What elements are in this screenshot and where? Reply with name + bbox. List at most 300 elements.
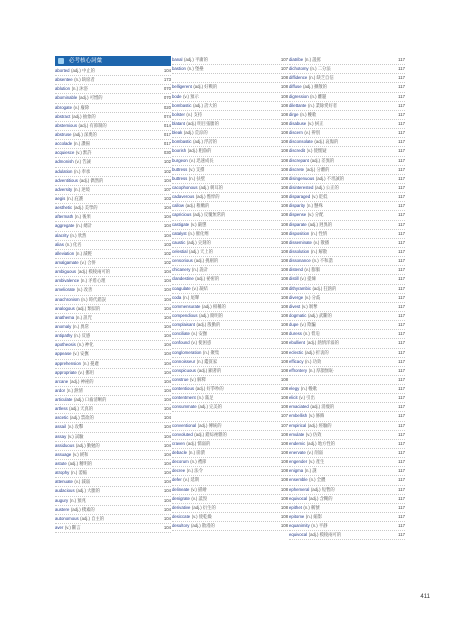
entry-word: bombastic bbox=[172, 139, 192, 145]
glossary-entry bbox=[55, 204, 171, 213]
entry-meaning: (v.) 廢除 bbox=[73, 104, 90, 110]
entry-word: catalyst bbox=[172, 230, 187, 236]
entry-word: aegis bbox=[55, 195, 66, 201]
glossary-entry bbox=[289, 376, 405, 385]
glossary-entry bbox=[55, 414, 171, 423]
entry-page: 108 bbox=[280, 468, 288, 474]
entry-page: 117 bbox=[398, 166, 405, 172]
entry-word: ensemble bbox=[289, 477, 308, 483]
entry-meaning: (adj.) 樸素的 bbox=[70, 506, 95, 512]
entry-word: acquiesce bbox=[55, 150, 75, 156]
entry-page: 117 bbox=[398, 404, 405, 410]
entry-page: 108 bbox=[280, 376, 288, 382]
entry-meaning: (adj.) 禁欲的 bbox=[69, 415, 94, 421]
glossary-entry bbox=[172, 266, 288, 275]
entry-meaning: (n.) 平靜 bbox=[311, 523, 328, 529]
entry-page: 104 bbox=[163, 351, 171, 357]
entry-page: 108 bbox=[280, 477, 288, 483]
entry-word: anomaly bbox=[55, 323, 72, 329]
entry-meaning: (n.) 減輕 bbox=[75, 250, 92, 256]
entry-word: dogmatic bbox=[289, 312, 307, 318]
entry-meaning: (v.) 削弱 bbox=[307, 450, 323, 456]
glossary-entry bbox=[55, 360, 171, 369]
entry-page: 108 bbox=[280, 157, 288, 163]
entry-page: 108 bbox=[280, 84, 288, 90]
entry-page: 108 bbox=[280, 111, 288, 117]
entry-word: ascetic bbox=[55, 415, 69, 421]
entry-word: aborted bbox=[55, 68, 70, 73]
glossary-entry bbox=[172, 56, 288, 65]
entry-word: dilettante bbox=[289, 102, 307, 108]
entry-page: 108 bbox=[280, 395, 288, 401]
glossary-entry bbox=[172, 440, 288, 449]
entry-page: 117 bbox=[398, 440, 405, 446]
entry-meaning: (n.) 後果 bbox=[74, 214, 91, 220]
entry-meaning: (adj.) 武斷的 bbox=[307, 312, 332, 318]
entry-word: epithet bbox=[289, 504, 302, 510]
entry-word: conventional bbox=[172, 422, 197, 428]
glossary-entry bbox=[172, 458, 288, 467]
entry-page: 117 bbox=[398, 312, 405, 318]
section-header bbox=[55, 56, 171, 66]
entry-page: 117 bbox=[398, 422, 405, 428]
entry-page: 104 bbox=[163, 387, 171, 393]
entry-page: 107 bbox=[163, 186, 171, 192]
entry-page: 117 bbox=[398, 477, 405, 483]
glossary-entry bbox=[172, 157, 288, 166]
entry-meaning: (v.) 散播 bbox=[313, 239, 330, 245]
entry-word: disabuse bbox=[289, 120, 307, 126]
entry-meaning: (n.) 離題 bbox=[310, 93, 327, 99]
entry-word: assiduous bbox=[55, 442, 75, 448]
entry-meaning: (n.) 總計 bbox=[75, 223, 93, 229]
entry-word: abrogate bbox=[55, 104, 72, 110]
entry-meaning: (n.) 輓歌 bbox=[300, 386, 318, 392]
entry-page: 173 bbox=[163, 77, 171, 83]
entry-meaning: (adj.) 神祕的 bbox=[69, 378, 94, 384]
entry-page: 117 bbox=[398, 459, 405, 465]
entry-meaning: (adj.) 分離的 bbox=[305, 166, 330, 172]
entry-meaning: (n.) 崩潰 bbox=[188, 450, 205, 456]
glossary-entry bbox=[55, 286, 171, 295]
glossary-entry bbox=[172, 184, 288, 193]
entry-page: 117 bbox=[398, 486, 405, 492]
entry-page: 104 bbox=[163, 232, 171, 238]
entry-meaning: (adj.) 消瘦的 bbox=[310, 404, 335, 410]
section-header-icon bbox=[58, 58, 64, 64]
entry-meaning: (adj.) 中止的 bbox=[71, 68, 95, 73]
glossary-entry bbox=[289, 321, 405, 330]
glossary-entry bbox=[289, 449, 405, 458]
entry-word: blatant bbox=[172, 120, 185, 126]
entry-page: 070 bbox=[163, 86, 171, 92]
entry-page: 117 bbox=[398, 303, 405, 309]
glossary-entry bbox=[172, 321, 288, 330]
glossary-entry bbox=[289, 522, 405, 531]
entry-word: enigma bbox=[289, 468, 304, 474]
glossary-entry bbox=[289, 166, 405, 175]
entry-word: abstruse bbox=[55, 131, 72, 137]
entry-word: clandestine bbox=[172, 276, 194, 282]
entry-meaning: (adj.) 浮誇的 bbox=[193, 139, 217, 145]
entry-word: artless bbox=[55, 406, 68, 412]
entry-page: 108 bbox=[280, 194, 288, 200]
entry-page: 014 bbox=[163, 122, 171, 128]
glossary-entry bbox=[55, 323, 171, 332]
entry-meaning: (n.) 尾聲 bbox=[182, 294, 200, 300]
entry-word: autonomous bbox=[55, 515, 79, 521]
entry-page: 107 bbox=[280, 422, 288, 428]
entry-word: equivocal bbox=[289, 495, 308, 501]
entry-meaning: (adj.) 明目張膽的 bbox=[186, 120, 219, 126]
entry-meaning: (n.) 聚集 bbox=[202, 349, 220, 355]
entry-meaning: (adj.) 有節制的 bbox=[78, 122, 107, 128]
entry-page: 108 bbox=[280, 303, 288, 309]
glossary-entry bbox=[55, 341, 171, 350]
entry-page: 117 bbox=[398, 93, 405, 99]
entry-page: 104 bbox=[163, 479, 171, 485]
entry-word: contentment bbox=[172, 395, 196, 401]
glossary-entry bbox=[55, 524, 171, 533]
glossary-entry bbox=[172, 257, 288, 266]
entry-page: 117 bbox=[398, 450, 405, 456]
glossary-entry bbox=[289, 294, 405, 303]
glossary-entry bbox=[289, 83, 405, 92]
glossary-entry bbox=[289, 275, 405, 284]
entry-meaning: (v.) 分配 bbox=[307, 212, 324, 218]
entry-page: 108 bbox=[280, 175, 288, 181]
entry-word: emaciated bbox=[289, 404, 309, 410]
entry-word: disposition bbox=[289, 230, 310, 236]
entry-page: 104 bbox=[163, 278, 171, 284]
entry-meaning: (n.) 時代錯誤 bbox=[81, 296, 106, 302]
entry-page: 104 bbox=[163, 333, 171, 339]
entry-page: 104 bbox=[163, 433, 171, 439]
entry-page: 104 bbox=[163, 442, 171, 448]
entry-page: 117 bbox=[398, 358, 405, 364]
entry-page: 117 bbox=[398, 367, 405, 373]
entry-meaning: (v.) 貶低 bbox=[311, 194, 328, 200]
glossary-entry bbox=[55, 506, 171, 515]
entry-meaning: (v.) 支撐 bbox=[188, 166, 205, 172]
glossary-entry bbox=[55, 396, 171, 405]
entry-meaning: (adj.) 傳統的 bbox=[197, 422, 222, 428]
entry-word: audacious bbox=[55, 488, 75, 494]
entry-page: 108 bbox=[280, 75, 288, 81]
glossary-entry bbox=[172, 138, 288, 147]
entry-word: construe bbox=[172, 376, 189, 382]
glossary-entry bbox=[172, 412, 288, 421]
glossary-entry bbox=[55, 387, 171, 396]
entry-word: ephemeral bbox=[289, 486, 310, 492]
entry-meaning: (v.) 剝奪 bbox=[301, 303, 318, 309]
glossary-entry bbox=[55, 213, 171, 222]
entry-meaning: (v.) 預示 bbox=[183, 93, 199, 99]
glossary-entry bbox=[55, 94, 171, 103]
entry-page: 108 bbox=[280, 322, 288, 328]
entry-word: discrepant bbox=[289, 157, 309, 163]
entry-page: 108 bbox=[280, 523, 288, 529]
entry-meaning: (v.) 提煉 bbox=[300, 276, 316, 282]
glossary-entry bbox=[289, 431, 405, 440]
entry-meaning: (adj.) 誇大的 bbox=[193, 102, 217, 108]
entry-word: discrete bbox=[289, 166, 305, 172]
entry-page: 117 bbox=[398, 349, 405, 355]
entry-word: dichotomy bbox=[289, 66, 309, 72]
glossary-entry bbox=[289, 467, 405, 476]
entry-meaning bbox=[291, 376, 397, 384]
entry-word: diatribe bbox=[289, 57, 304, 62]
entry-meaning: (adj.) 反覆無常的 bbox=[192, 212, 226, 218]
entry-page: 108 bbox=[280, 340, 288, 346]
entry-page: 104 bbox=[163, 342, 171, 348]
entry-meaning: (n.) 扶壁 bbox=[188, 175, 206, 181]
glossary-entry bbox=[55, 122, 171, 131]
entry-page: 117 bbox=[398, 194, 405, 200]
entry-page: 117 bbox=[398, 413, 405, 419]
glossary-entry bbox=[289, 202, 405, 211]
entry-page: 017 bbox=[163, 131, 171, 137]
entry-word: disingenuous bbox=[289, 175, 315, 181]
entry-page: 108 bbox=[280, 102, 288, 108]
entry-meaning: (n.) 鑑賞家 bbox=[196, 358, 218, 364]
glossary-entry bbox=[172, 303, 288, 312]
entry-page: 117 bbox=[398, 431, 405, 437]
entry-meaning: (adj.) 地方性的 bbox=[306, 440, 335, 446]
entry-word: admonish bbox=[55, 159, 74, 165]
entry-meaning: (v.) 仿效 bbox=[305, 431, 322, 437]
glossary-entry bbox=[55, 350, 171, 359]
entry-word: alacrity bbox=[55, 232, 69, 238]
glossary-entry bbox=[289, 486, 405, 495]
entry-meaning: (adj.) 熱情洋溢的 bbox=[306, 340, 339, 346]
glossary-entry bbox=[55, 259, 171, 268]
entry-meaning: (n.) 功效 bbox=[305, 358, 322, 364]
entry-meaning: (adj.) 含糊的 bbox=[308, 495, 333, 501]
entry-word: buttress bbox=[172, 166, 188, 172]
entry-page: 104 bbox=[163, 177, 171, 183]
entry-word: bastion bbox=[172, 66, 186, 72]
glossary-entry bbox=[172, 193, 288, 202]
entry-word: conciliate bbox=[172, 331, 190, 337]
entry-word: belligerent bbox=[172, 84, 192, 90]
entry-word: astute bbox=[55, 461, 67, 467]
entry-page: 108 bbox=[280, 440, 288, 446]
glossary-entry bbox=[55, 67, 171, 76]
glossary-entry bbox=[55, 378, 171, 387]
entry-word: censorious bbox=[172, 258, 193, 264]
entry-page: 117 bbox=[398, 84, 405, 90]
entry-word: divest bbox=[289, 303, 301, 309]
glossary-entry bbox=[289, 239, 405, 248]
entry-list bbox=[172, 56, 288, 531]
entry-word: duress bbox=[289, 331, 302, 337]
entry-page: 104 bbox=[163, 406, 171, 412]
entry-word: efficacy bbox=[289, 358, 304, 364]
entry-word: conglomeration bbox=[172, 349, 202, 355]
entry-page: 117 bbox=[398, 184, 405, 190]
entry-meaning: (n.) 欣然 bbox=[70, 232, 87, 238]
page-number: 411 bbox=[420, 594, 430, 600]
glossary-entry bbox=[289, 157, 405, 166]
entry-page: 108 bbox=[280, 450, 288, 456]
entry-meaning: (v.) 延期 bbox=[183, 477, 199, 483]
entry-meaning: (adj.) 天真的 bbox=[69, 406, 94, 412]
entry-word: coagulate bbox=[172, 285, 191, 291]
entry-page: 117 bbox=[398, 532, 405, 538]
entry-meaning: (adj.) 勤勉的 bbox=[75, 442, 100, 448]
entry-meaning: (adj.) 粗魯的 bbox=[187, 148, 212, 154]
section-header-title: 必考核心詞彙 bbox=[69, 58, 103, 64]
entry-word: boorish bbox=[172, 148, 187, 154]
entry-page: 103 bbox=[163, 195, 171, 201]
entry-page: 117 bbox=[398, 66, 405, 72]
glossary-entry bbox=[172, 93, 288, 102]
entry-meaning: (v.) 告誡 bbox=[75, 159, 91, 165]
entry-meaning: (adj.) 公正的 bbox=[314, 184, 339, 190]
entry-word: ameliorate bbox=[55, 287, 76, 293]
glossary-entry bbox=[289, 111, 405, 120]
entry-meaning: (v.) 安撫 bbox=[73, 351, 89, 357]
entry-meaning: (n.) 萎縮 bbox=[70, 470, 88, 476]
entry-word: amalgamate bbox=[55, 259, 79, 265]
entry-meaning: (n.) 矛盾心理 bbox=[80, 278, 106, 284]
entry-page: 020 bbox=[163, 104, 171, 110]
entry-meaning: (n.) 謾罵 bbox=[304, 57, 321, 62]
entry-word: caustic bbox=[172, 239, 186, 245]
entry-word: ambivalence bbox=[55, 278, 80, 284]
entry-meaning: (n.) 奉承 bbox=[73, 168, 91, 174]
glossary-entry bbox=[172, 522, 288, 531]
entry-meaning: (v.) 挪用 bbox=[78, 369, 94, 375]
entry-page: 108 bbox=[280, 203, 288, 209]
entry-page: 108 bbox=[280, 148, 288, 154]
entry-page: 117 bbox=[398, 102, 405, 108]
entry-meaning: (v.) 修飾 bbox=[308, 413, 325, 419]
entry-page: 108 bbox=[280, 267, 288, 273]
entry-meaning: (v.) 辨別 bbox=[304, 130, 321, 136]
entry-page: 108 bbox=[280, 367, 288, 373]
entry-meaning: (adj.) 折衷的 bbox=[304, 349, 329, 355]
glossary-entry bbox=[289, 495, 405, 504]
entry-page: 104 bbox=[163, 369, 171, 375]
entry-meaning: (adj.) 平庸的 bbox=[184, 57, 208, 62]
entry-word: equivocal bbox=[289, 532, 308, 538]
entry-word: callow bbox=[172, 203, 184, 209]
glossary-entry bbox=[55, 140, 171, 149]
entry-meaning: (n.) 詛咒 bbox=[75, 314, 92, 320]
glossary-entry bbox=[172, 120, 288, 129]
entry-meaning: (adj.) 抽象的 bbox=[71, 113, 96, 119]
entry-page: 117 bbox=[398, 157, 405, 163]
glossary-entry bbox=[172, 129, 288, 138]
entry-word: disparaged bbox=[289, 194, 311, 200]
entry-page: 104 bbox=[163, 269, 171, 275]
glossary-entry bbox=[55, 442, 171, 451]
glossary-entry bbox=[289, 476, 405, 485]
glossary-entry bbox=[55, 158, 171, 167]
entry-meaning: (adj.) 口齒清晰的 bbox=[73, 397, 107, 403]
entry-meaning: (adj.) 迥異的 bbox=[308, 221, 333, 227]
entry-page: 117 bbox=[398, 294, 405, 300]
entry-word: emulate bbox=[289, 431, 305, 437]
entry-word: bleak bbox=[172, 130, 183, 136]
glossary-entry bbox=[172, 83, 288, 92]
entry-word: disparity bbox=[289, 203, 306, 209]
entry-meaning: (v.) 詆毀 bbox=[191, 495, 208, 501]
entry-meaning: (adj.) 模稜兩可的 bbox=[308, 532, 342, 538]
entry-word: commensurate bbox=[172, 303, 201, 309]
entry-meaning: (adj.) 好戰的 bbox=[193, 84, 218, 90]
entry-page: 117 bbox=[398, 203, 405, 209]
entry-meaning: (adj.) 模稜兩可的 bbox=[77, 269, 110, 275]
entry-page: 108 bbox=[280, 248, 288, 254]
entry-word: bode bbox=[172, 93, 182, 99]
entry-word: chicanery bbox=[172, 267, 191, 273]
entry-page: 104 bbox=[163, 68, 171, 73]
entry-page: 108 bbox=[280, 285, 288, 291]
entry-meaning: (v.) 使困惑 bbox=[191, 340, 212, 346]
entry-word: abominable bbox=[55, 95, 78, 101]
glossary-entry bbox=[289, 230, 405, 239]
entry-meaning: (n.) 堡壘 bbox=[187, 66, 204, 72]
entry-page: 117 bbox=[398, 148, 405, 154]
glossary-entry bbox=[55, 487, 171, 496]
entry-word: eclectic bbox=[289, 349, 304, 355]
entry-word: bombastic bbox=[172, 102, 192, 108]
glossary-entry bbox=[55, 168, 171, 177]
column-2 bbox=[172, 56, 288, 531]
entry-meaning: (v.) 默許 bbox=[75, 150, 92, 156]
entry-meaning: (v.) 使乾燥 bbox=[191, 514, 212, 520]
column-1 bbox=[55, 56, 171, 533]
entry-page: 102 bbox=[163, 259, 171, 265]
entry-word: celestial bbox=[172, 248, 188, 254]
entry-word: assail bbox=[55, 424, 66, 430]
glossary-entry bbox=[55, 85, 171, 94]
entry-meaning: (n.) 厚顏無恥 bbox=[308, 367, 334, 373]
entry-meaning: (adj.) 短暫的 bbox=[310, 486, 335, 492]
entry-meaning: (v.) 安撫 bbox=[191, 331, 208, 337]
glossary-entry bbox=[289, 422, 405, 431]
entry-page: 108 bbox=[280, 294, 288, 300]
entry-meaning: (adj.) 錯綜複雜的 bbox=[194, 431, 227, 437]
glossary-entry bbox=[289, 56, 405, 65]
entry-word: absentee bbox=[55, 77, 73, 83]
entry-word: analogous bbox=[55, 305, 75, 311]
entry-word: elicit bbox=[289, 395, 298, 401]
entry-meaning: (n.) 缺席者 bbox=[74, 77, 95, 83]
entry-page: 108 bbox=[280, 459, 288, 465]
entry-page: 104 bbox=[163, 415, 171, 421]
glossary-entry bbox=[172, 239, 288, 248]
entry-word: anathema bbox=[55, 314, 75, 320]
entry-word: ebullient bbox=[289, 340, 306, 346]
entry-page: 108 bbox=[280, 486, 288, 492]
entry-page: 117 bbox=[398, 331, 405, 337]
glossary-entry bbox=[172, 175, 288, 184]
entry-page: 108 bbox=[280, 431, 288, 437]
entry-page: 117 bbox=[398, 322, 405, 328]
entry-meaning: (n.) 謎 bbox=[304, 468, 317, 474]
entry-page: 108 bbox=[280, 93, 288, 99]
glossary-entry bbox=[172, 248, 288, 257]
entry-page: 117 bbox=[398, 120, 405, 126]
entry-meaning: (n.) 懸殊 bbox=[306, 203, 323, 209]
entry-word: connoisseur bbox=[172, 358, 196, 364]
entry-page: 107 bbox=[280, 66, 288, 72]
entry-page: 108 bbox=[280, 349, 288, 355]
